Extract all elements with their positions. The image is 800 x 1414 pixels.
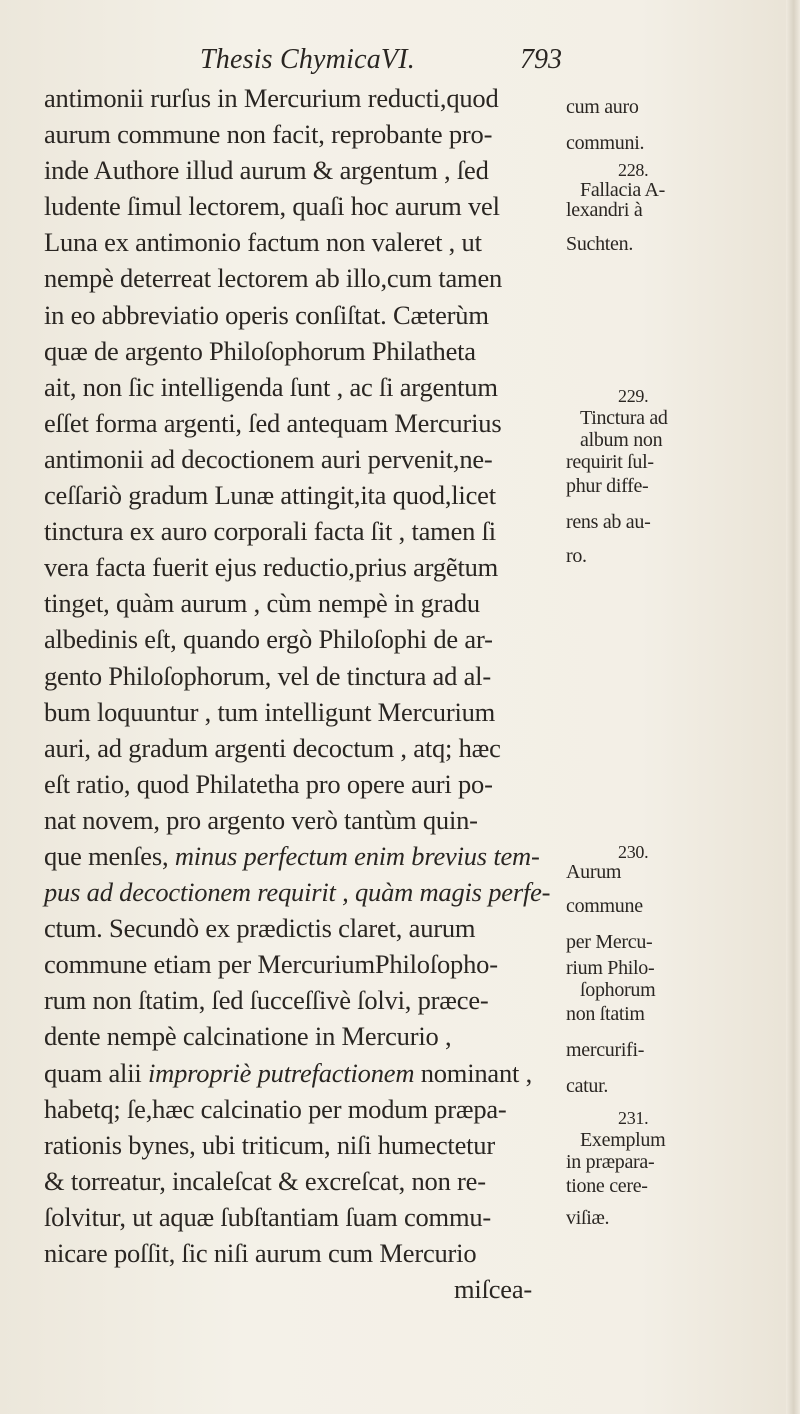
text-line: nat novem, pro argento verò tantùm quin- — [44, 804, 478, 835]
margin-note: non ſtatim — [566, 1003, 645, 1025]
margin-note: Exemplum — [580, 1129, 666, 1151]
margin-note: phur diffe- — [566, 475, 649, 497]
text-line: tinctura ex auro corporali facta ſit , tamen ſi — [44, 516, 496, 547]
italic-fragment: minus perfectum enim brevius tem- — [174, 840, 540, 871]
text-line: rum non ſtatim, ſed ſucceſſivè ſolvi, præce- — [44, 985, 489, 1016]
text-line: auri, ad gradum argenti decoctum , atq; hæc — [44, 732, 501, 763]
text-line: habetq; ſe,hæc calcinatio per modum præpa- — [44, 1093, 507, 1124]
margin-note: ro. — [566, 545, 587, 567]
text-line: in eo abbreviatio operis conſiſtat. Cæterùm — [44, 299, 489, 330]
margin-note: per Mercu- — [566, 931, 653, 953]
text-line: ctum. Secundò ex prædictis claret, aurum — [44, 913, 476, 944]
margin-note: commune — [566, 895, 643, 917]
margin-note: Tinctura ad — [580, 407, 668, 429]
text-fragment: quam alii — [44, 1057, 148, 1088]
text-line — [44, 1055, 564, 1091]
margin-note: tione cere- — [566, 1175, 648, 1197]
text-line: nempè deterreat lectorem ab illo,cum tamen — [44, 263, 503, 294]
text-fragment: que menſes, — [44, 840, 175, 871]
text-line: antimonii ad decoctionem auri pervenit,ne- — [44, 443, 493, 474]
margin-note: communi. — [566, 132, 645, 154]
text-line: & torreatur, incaleſcat & excreſcat, non re- — [44, 1165, 486, 1196]
margin-note: cum auro — [566, 96, 639, 118]
margin-note: ſophorum — [580, 979, 656, 1001]
margin-note: album non — [580, 429, 663, 451]
text-line: Luna ex antimonio factum non valeret , ut — [44, 227, 482, 258]
margin-note: rium Philo- — [566, 957, 655, 979]
margin-note: mercurifi- — [566, 1039, 645, 1061]
text-line: inde Authore illud aurum & argentum , ſed — [44, 155, 489, 186]
text-line: ait, non ſic intelligenda ſunt , ac ſi argentum — [44, 371, 498, 402]
catchword: miſcea- — [454, 1274, 533, 1305]
text-line: tinget, quàm aurum , cùm nempè in gradu — [44, 588, 480, 619]
text-line: commune etiam per MercuriumPhiloſopho- — [44, 949, 498, 980]
page-number: 793 — [520, 44, 562, 75]
text-line — [44, 838, 564, 874]
text-line: pus ad decoctionem requirit , quàm magis perfe- — [44, 877, 551, 908]
margin-note: Fallacia A- — [580, 179, 666, 201]
running-title: Thesis ChymicaVI. — [200, 44, 415, 75]
margin-note: catur. — [566, 1075, 609, 1097]
margin-notes — [566, 0, 798, 1414]
text-line: eſt ratio, quod Philatetha pro opere auri po- — [44, 768, 493, 799]
margin-note-number: 231. — [618, 1108, 649, 1128]
margin-note: Suchten. — [566, 233, 634, 255]
margin-note: in præpara- — [566, 1151, 655, 1173]
text-line: quæ de argento Philoſophorum Philatheta — [44, 335, 476, 366]
text-fragment: nominant , — [414, 1057, 533, 1088]
text-line: antimonii rurſus in Mercurium reducti,quod — [44, 83, 499, 113]
text-line: rationis bynes, ubi triticum, niſi humectetur — [44, 1129, 495, 1160]
margin-note: viſiæ. — [566, 1207, 610, 1229]
text-line: albedinis eſt, quando ergò Philoſophi de ar- — [44, 624, 493, 655]
text-line: eſſet forma argenti, ſed antequam Mercurius — [44, 407, 502, 438]
text-line: vera facta fuerit ejus reductio,prius argẽtum — [44, 552, 499, 583]
text-line: dente nempè calcinatione in Mercurio , — [44, 1021, 452, 1052]
text-line: ſolvitur, ut aquæ ſubſtantiam ſuam commu- — [44, 1201, 492, 1232]
margin-note-number: 229. — [618, 386, 649, 406]
italic-fragment: impropriè putrefactionem — [147, 1057, 415, 1088]
main-text — [44, 80, 564, 1307]
margin-note: Aurum — [566, 861, 622, 883]
margin-note-number: 230. — [618, 842, 649, 862]
text-line: ceſſariò gradum Lunæ attingit,ita quod,licet — [44, 480, 496, 511]
margin-note: rens ab au- — [566, 511, 651, 533]
text-line: bum loquuntur , tum intelligunt Mercurium — [44, 696, 496, 727]
margin-note: requirit ſul- — [566, 451, 654, 473]
margin-note-number: 228. — [618, 160, 649, 180]
text-line: nicare poſſit, ſic niſi aurum cum Mercurio — [44, 1238, 477, 1268]
margin-note: lexandri à — [566, 199, 643, 221]
text-line: gento Philoſophorum, vel de tinctura ad al- — [44, 660, 491, 691]
text-line: aurum commune non facit, reprobante pro- — [44, 119, 493, 150]
text-line: ludente ſimul lectorem, quaſi hoc aurum vel — [44, 191, 500, 222]
